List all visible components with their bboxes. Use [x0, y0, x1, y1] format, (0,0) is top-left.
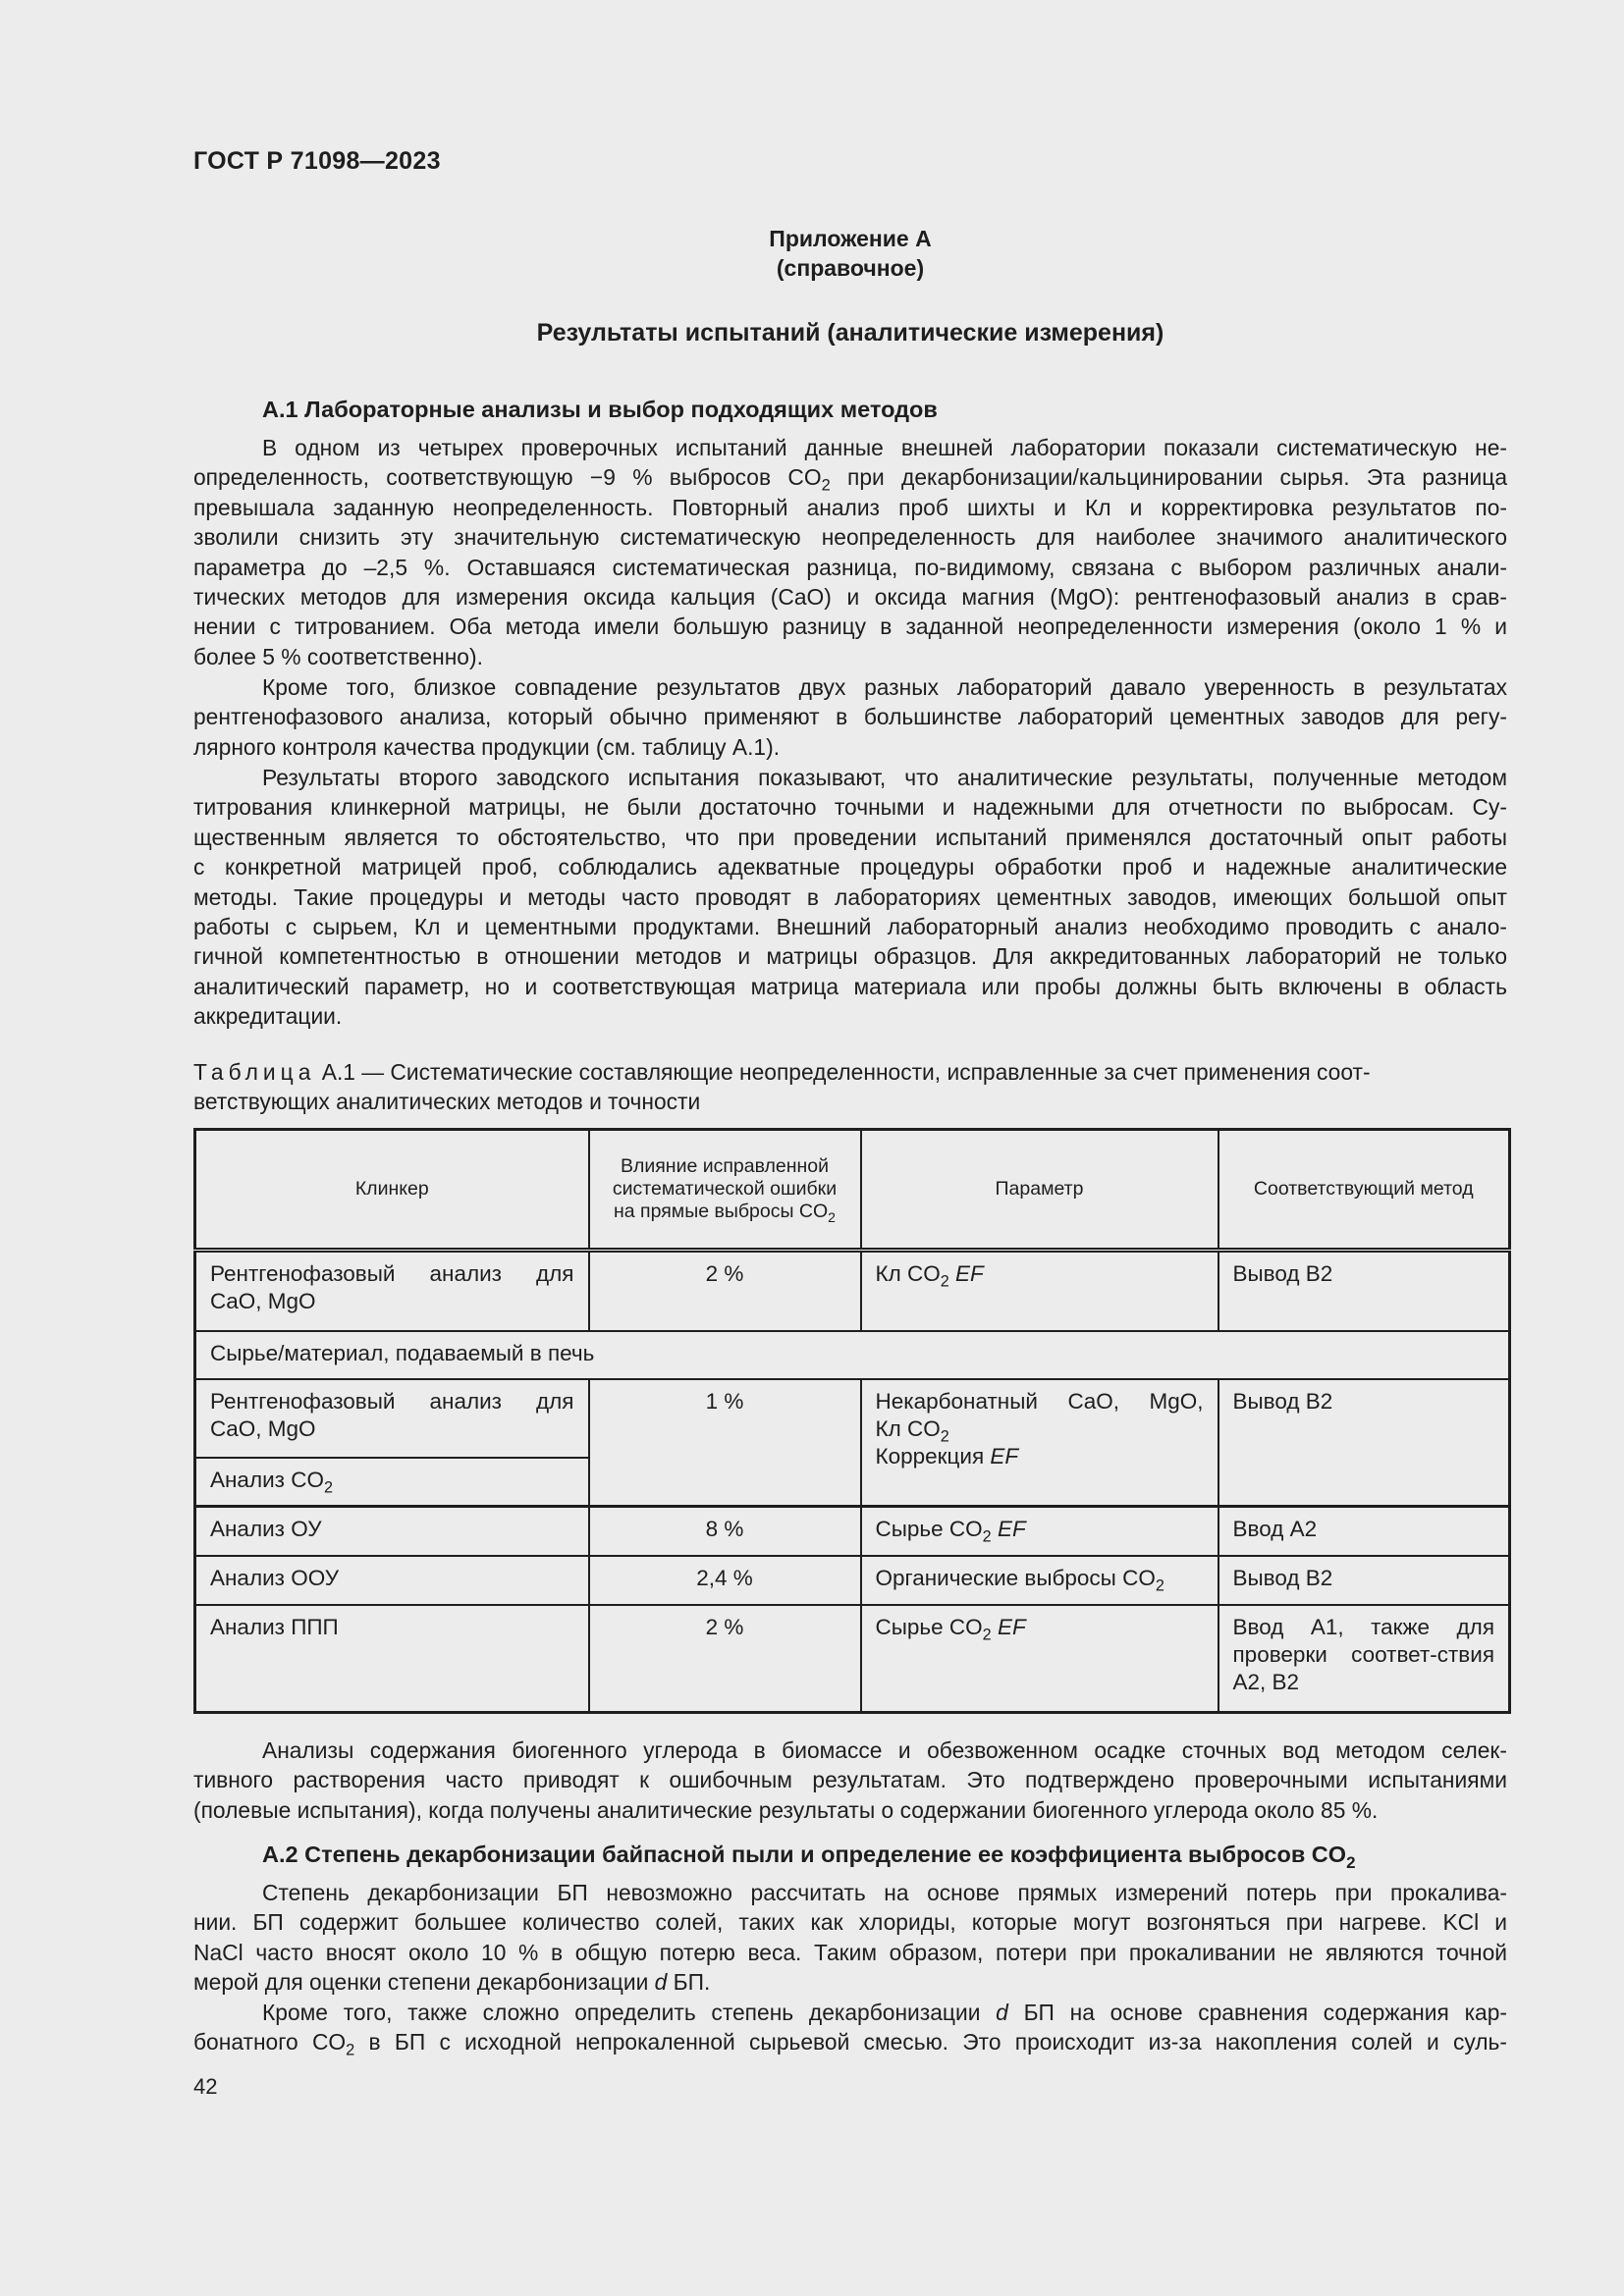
appendix-kind: (справочное): [776, 255, 925, 281]
text-line: Кроме того, также сложно определить степень декарбонизации d БП на основе сравнения содержания кар-: [262, 2000, 1507, 2025]
table-cell: Кл $CO_2$ EF: [861, 1251, 1218, 1331]
table-cell: Сырье $CO_2$ EF: [861, 1507, 1218, 1556]
table-cell: 2 %: [589, 1251, 861, 1331]
paragraph-a2-2: [193, 1998, 1508, 2060]
table-cell: Вывод В2: [1218, 1379, 1510, 1507]
text-line: щественным является то обстоятельство, что при проведении испытаний применялся достаточный опыт работы: [193, 824, 1507, 850]
paragraph-a1-3: [193, 763, 1507, 1032]
header-cell: Параметр: [861, 1130, 1218, 1251]
table-row: [195, 1331, 1510, 1379]
section-title: Результаты испытаний (аналитические измерения): [536, 319, 1164, 347]
paragraph-a2-1: [193, 1878, 1507, 1998]
subsection-heading-a2: А.2 Степень декарбонизации байпасной пыли и определение ее коэффициента выбросов $CO_2$: [262, 1842, 1356, 1872]
table-row: [195, 1507, 1510, 1556]
text-line: титрования клинкерной матрицы, не были достаточно точными и надежными для отчетности по выбросам. Су-: [193, 794, 1507, 821]
text-line: аккредитации.: [193, 1003, 343, 1030]
text-line: с конкретной матрицей проб, соблюдались адекватные процедуры обработки проб и надежные аналитические: [193, 854, 1507, 881]
text-line: Результаты второго заводского испытания показывают, что аналитические результаты, полученные методом: [262, 765, 1507, 790]
table-header-row: [195, 1130, 1510, 1251]
text-line: Степень декарбонизации БП невозможно рассчитать на основе прямых измерений потерь при прокалива-: [262, 1880, 1507, 1905]
header-cell: Влияние исправленной систематической ошибки на прямые выбросы $CO_2$: [589, 1130, 861, 1251]
document-header: ГОСТ Р 71098—2023: [193, 147, 441, 175]
table-cell: Анализ ООУ: [195, 1556, 589, 1605]
text-line: (полевые испытания), когда получены аналитические результаты о содержании биогенного углерода около 85 %.: [193, 1796, 1379, 1823]
text-line: В одном из четырех проверочных испытаний данные внешней лаборатории показали систематическую не-: [262, 435, 1507, 460]
table-row: [195, 1556, 1510, 1605]
table-cell: 1 %: [589, 1379, 861, 1507]
text-line: зволили снизить эту значительную систематическую неопределенность для наиболее значимого аналитического: [193, 524, 1507, 551]
table-cell: Анализ $CO_2$: [195, 1458, 589, 1507]
table-cell: Анализ ОУ: [195, 1507, 589, 1556]
table-cell: 2,4 %: [589, 1556, 861, 1605]
page-number: 42: [193, 2074, 218, 2099]
table-cell: Некарбонатный CaO, MgO, Кл $CO_2$ Коррекция EF: [861, 1379, 1218, 1507]
table-cell-span: Сырье/материал, подаваемый в печь: [195, 1331, 1510, 1379]
table-row: [195, 1251, 1510, 1331]
text-line: более 5 % соответственно).: [193, 643, 483, 669]
header-cell: Соответствующий метод: [1218, 1130, 1510, 1251]
text-line: бонатного $CO_2$ в БП с исходной непрокаленной сырьевой смесью. Это происходит из-за накопления солей и суль-: [193, 2029, 1508, 2060]
text-line: лярного контроля качества продукции (см. таблицу А.1).: [193, 733, 781, 760]
text-line: работы с сырьем, Кл и цементными продуктами. Внешний лабораторный анализ необходимо проводить с анало-: [193, 914, 1507, 940]
table-cell: Вывод В2: [1218, 1251, 1510, 1331]
table-row: [195, 1379, 1510, 1458]
table-cell: Вывод В2: [1218, 1556, 1510, 1605]
text-line: превышала заданную неопределенность. Повторный анализ проб шихты и Кл и корректировка результатов по-: [193, 494, 1507, 520]
text-line: аналитический параметр, но и соответствующая матрица материала или пробы должны быть включены в область: [193, 973, 1507, 999]
caption-line: ветствующих аналитических методов и точности: [193, 1089, 701, 1115]
text-line: тивного растворения часто приводят к ошибочным результатам. Это подтверждено проверочными испытаниями: [193, 1767, 1507, 1793]
text-line: определенность, соответствующую −9 % выбросов $CO_2$ при декарбонизации/кальцинировании сырья. Эта разница: [193, 464, 1507, 496]
header-cell: Клинкер: [195, 1130, 589, 1251]
table-cell: Рентгенофазовый анализ для CaO, MgO: [195, 1379, 589, 1458]
table-cell: Ввод А2: [1218, 1507, 1510, 1556]
table-caption: [193, 1057, 1507, 1117]
text-line: тических методов для измерения оксида кальция (CaO) и оксида магния (MgO): рентгенофазовый анализ в срав-: [193, 584, 1507, 611]
table-row: [195, 1605, 1510, 1713]
table-cell: 2 %: [589, 1605, 861, 1713]
text-line: рентгенофазового анализа, который обычно применяют в большинстве лабораторий цементных заводов для регу-: [193, 704, 1507, 730]
paragraph-a1-2: [193, 672, 1507, 762]
text-line: методы. Такие процедуры и методы часто проводят в лабораториях цементных заводов, имеющих большой опыт: [193, 883, 1507, 910]
table-cell: Сырье $CO_2$ EF: [861, 1605, 1218, 1713]
table-cell: 8 %: [589, 1507, 861, 1556]
subsection-heading-a1: А.1 Лабораторные анализы и выбор подходящих методов: [262, 397, 938, 422]
text-line: нении с титрованием. Оба метода имели большую разницу в заданной неопределенности измерения (около 1 % и: [193, 614, 1507, 640]
paragraph-after-table: [193, 1735, 1507, 1825]
text-line: Анализы содержания биогенного углерода в биомассе и обезвоженном осадке сточных вод методом селек-: [262, 1737, 1507, 1763]
paragraph-a1-1: [193, 433, 1507, 671]
data-table: [193, 1128, 1511, 1714]
text-line: параметра до –2,5 %. Оставшаяся систематическая разница, по-видимому, связана с выбором различных анали-: [193, 554, 1507, 580]
appendix-title: Приложение А: [769, 226, 932, 251]
text-line: Кроме того, близкое совпадение результатов двух разных лабораторий давало уверенность в результатах: [262, 674, 1507, 700]
caption-line: Таблица А.1 — Систематические составляющие неопределенности, исправленные за счет применения соот-: [193, 1059, 1371, 1085]
text-line: NaCl часто вносят около 10 % в общую потерю веса. Таким образом, потери при прокаливании не являются точной: [193, 1939, 1507, 1965]
text-line: мерой для оценки степени декарбонизации d БП.: [193, 1969, 711, 1996]
text-line: гичной компетентностью в отношении методов и матрицы образцов. Для аккредитованных лабораторий не только: [193, 943, 1507, 970]
table-cell: Рентгенофазовый анализ для CaO, MgO: [195, 1251, 589, 1331]
text-line: нии. БП содержит большее количество солей, таких как хлориды, которые могут возгоняться при нагреве. KCl и: [193, 1909, 1507, 1936]
table-cell: Анализ ППП: [195, 1605, 589, 1713]
table-cell: Органические выбросы $CO_2$: [861, 1556, 1218, 1605]
caption-label: Таблица: [193, 1059, 316, 1085]
table-cell: Ввод А1, также для проверки соответ-ствия А2, В2: [1218, 1605, 1510, 1713]
